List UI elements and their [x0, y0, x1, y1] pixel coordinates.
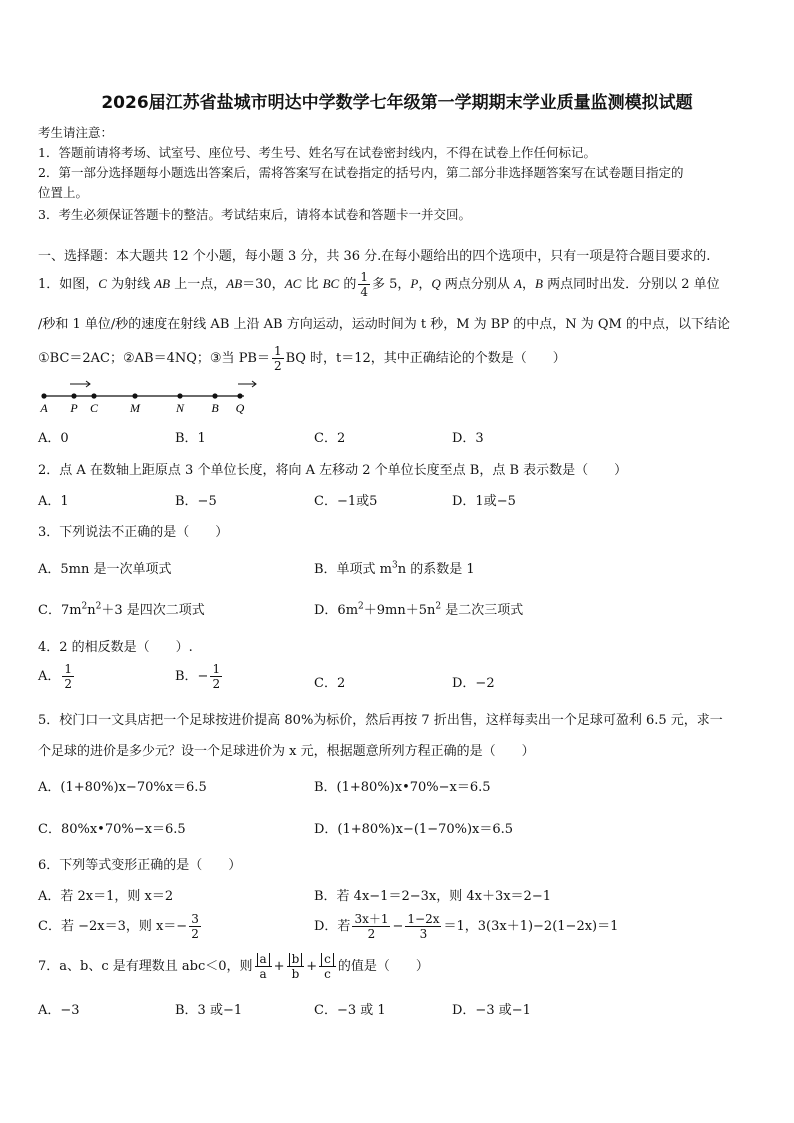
q2-option-c: C．−1或5	[314, 494, 378, 509]
point-b	[212, 393, 217, 398]
q7-option-d: D．−3 或−1	[452, 1003, 531, 1018]
notice-item-3: 3．考生必须保证答题卡的整洁。考试结束后，请将本试卷和答题卡一并交回。	[38, 207, 471, 222]
q2-option-d: D．1或−5	[452, 494, 516, 509]
q3-stem: 3．下列说法不正确的是（ ）	[38, 525, 229, 540]
q3-option-d: D．$6m^2+9mn+5n^2$ 是二次三项式	[314, 601, 524, 618]
q7-option-b: B．3 或−1	[175, 1003, 243, 1018]
q7-option-c: C．−3 或 1	[314, 1003, 386, 1018]
point-c	[91, 393, 96, 398]
section-heading: 一、选择题：本大题共 12 个小题，每小题 3 分，共 36 分.在每小题给出的四个选项中，只有一项是符合题目要求的.	[38, 249, 711, 264]
point-label-q: Q	[235, 401, 245, 415]
point-m	[132, 393, 137, 398]
point-label-m: M	[130, 401, 140, 415]
point-label-b: B	[211, 401, 219, 415]
q1-option-d: D．3	[452, 431, 484, 446]
q5-option-d: D．(1+80%)x−(1−70%)x＝6.5	[314, 822, 514, 837]
q1-number-line-figure	[34, 374, 264, 418]
point-q	[237, 393, 242, 398]
q3-option-c: C．$7m^2n^2+3$ 是四次二项式	[38, 601, 205, 618]
q1-line1: 1．如图，C 为射线 AB 上一点，AB＝30，AC 比 BC 的 $\frac{1}{4}$ 多 5，P，Q 两点分别从 A，B 两点同时出发．分别以 2 单位	[38, 270, 720, 299]
notice-item-2: 2．第一部分选择题每小题选出答案后，需将答案写在试卷指定的括号内，第二部分非选择题答案写在试卷题目指定的	[38, 165, 684, 180]
q1-fraction: $\frac{1}{4}$	[360, 270, 368, 299]
notice-item-1: 1．答题前请将考场、试室号、座位号、考生号、姓名写在试卷密封线内，不得在试卷上作任何标记。	[38, 145, 596, 160]
q6-option-a: A．若 2x＝1，则 x＝2	[38, 889, 174, 904]
q6-option-c: C．若 −2x＝3，则 x＝− $\frac{3}{2}$	[38, 912, 199, 941]
q4-option-a: A． $\frac{1}{2}$	[38, 662, 73, 691]
point-label-c: C	[89, 401, 99, 415]
q2-stem: 2．点 A 在数轴上距原点 3 个单位长度，将向 A 左移动 2 个单位长度至点 B，点 B 表示数是（ ）	[38, 463, 628, 478]
q1-fraction-2: $\frac{1}{2}$	[274, 344, 282, 373]
q1-line2: /秒和 1 单位/秒的速度在射线 AB 上沿 AB 方向运动，运动时间为 t 秒，M 为 BP 的中点，N 为 QM 的中点，以下结论	[38, 317, 730, 332]
q6-option-d: D．若 $\frac{3x+1}{2}$ − $\frac{1-2x}{3}$ ＝1，3(3x＋1)−2(1−2x)＝1	[314, 912, 619, 941]
q5-option-b: B．(1+80%)x•70%−x＝6.5	[314, 780, 491, 795]
point-a	[41, 393, 46, 398]
point-label-p: P	[70, 401, 78, 415]
page-title: 2026届江苏省盐城市明达中学数学七年级第一学期期末学业质量监测模拟试题	[101, 93, 693, 113]
q5-line1: 5．校门口一文具店把一个足球按进价提高 80%为标价，然后再按 7 折出售，这样每卖出一个足球可盈利 6.5 元，求一	[38, 713, 723, 728]
q2-option-b: B．−5	[175, 494, 217, 509]
q3-option-b: B．单项式 $m^3n$ 的系数是 1	[314, 560, 475, 577]
q5-option-c: C．80%x•70%−x＝6.5	[38, 822, 186, 837]
q1-option-a: A．0	[38, 431, 69, 446]
point-label-n: N	[175, 401, 185, 415]
q1-line3: ①BC＝2AC；②AB＝4NQ；③当 PB＝ $\frac{1}{2}$ BQ 时，t＝12，其中正确结论的个数是（ ）	[38, 344, 566, 373]
notice-item-2-cont: 位置上。	[38, 185, 89, 200]
q4-stem: 4．2 的相反数是（ ）.	[38, 640, 193, 655]
q2-option-a: A．1	[38, 494, 69, 509]
q4-option-c: C．2	[314, 676, 346, 691]
q5-option-a: A．(1+80%)x−70%x＝6.5	[38, 780, 207, 795]
q4-option-b: B．− $\frac{1}{2}$	[175, 662, 221, 691]
q4-option-d: D．−2	[452, 676, 495, 691]
q1-option-c: C．2	[314, 431, 346, 446]
q6-stem: 6．下列等式变形正确的是（ ）	[38, 858, 242, 873]
q3-option-a: A．5mn 是一次单项式	[38, 562, 172, 577]
q7-stem: 7．a、b、c 是有理数且 abc＜0，则 $\frac{a}{a}$ + $\frac{b}{b}$ + $\frac{c}{c}$ 的值是（ ）	[38, 952, 429, 981]
point-p	[71, 393, 76, 398]
point-label-a: A	[40, 401, 48, 415]
notice-heading: 考生请注意：	[38, 125, 114, 140]
q7-option-a: A．−3	[38, 1003, 80, 1018]
q6-option-b: B．若 4x−1＝2−3x，则 4x＋3x＝2−1	[314, 889, 551, 904]
point-n	[177, 393, 182, 398]
q1-option-b: B．1	[175, 431, 206, 446]
q5-line2: 个足球的进价是多少元？设一个足球进价为 x 元，根据题意所列方程正确的是（ ）	[38, 744, 535, 759]
